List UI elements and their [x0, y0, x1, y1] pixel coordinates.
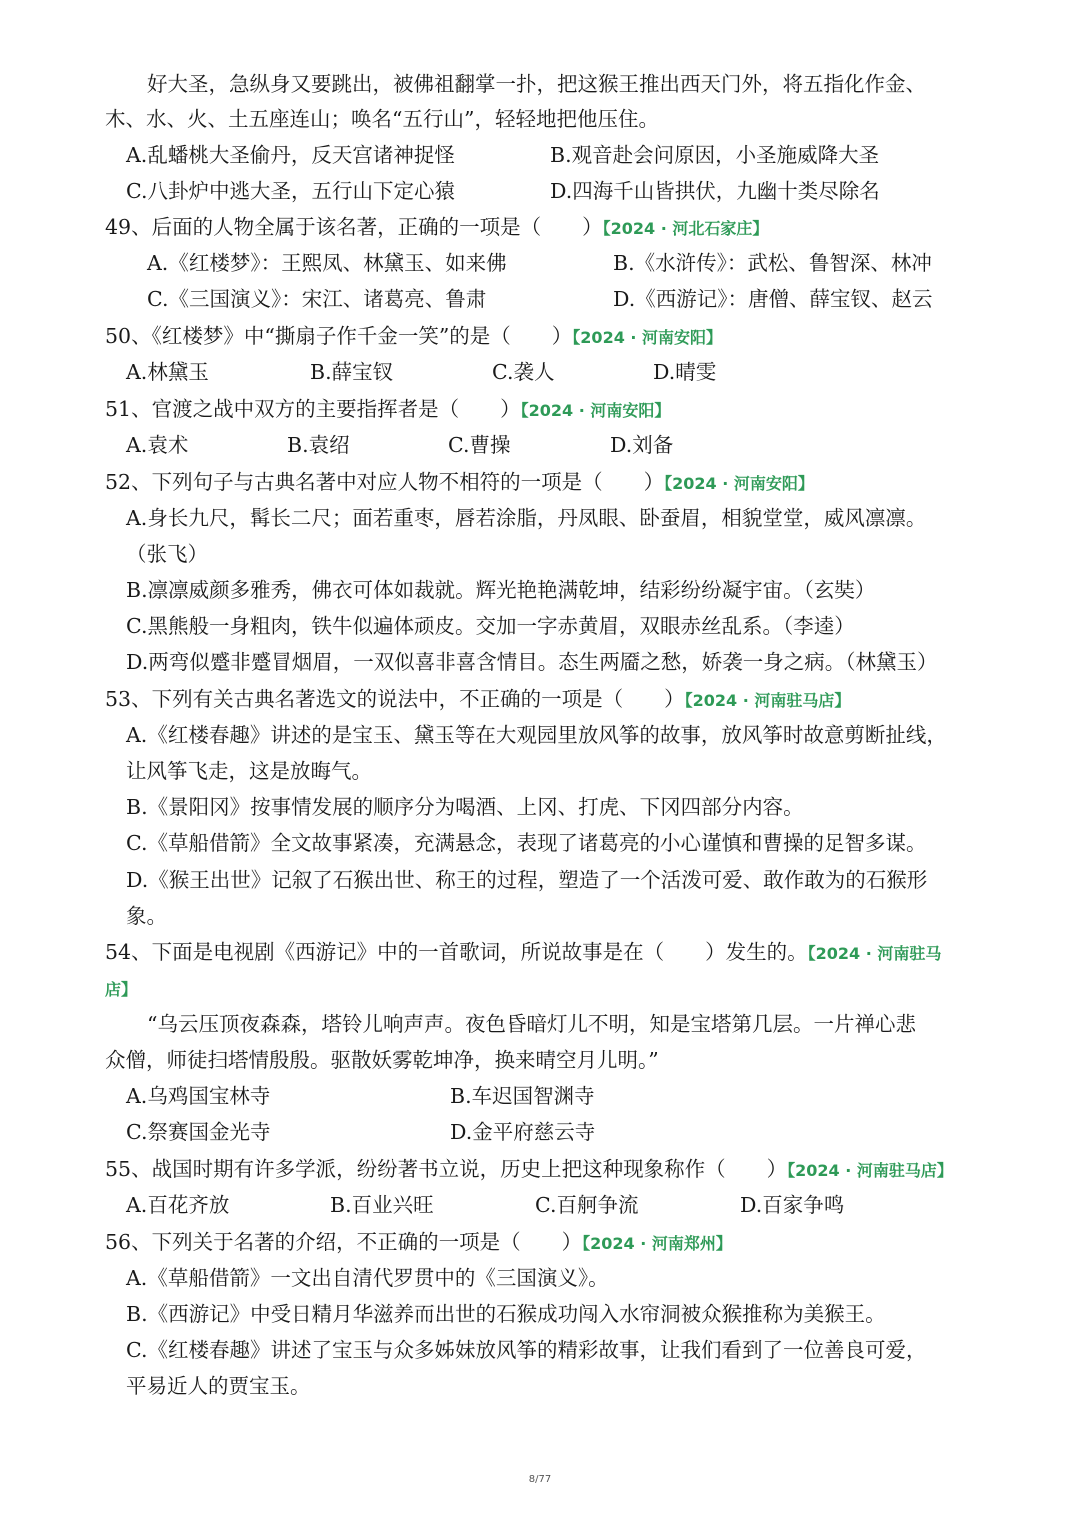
line-text: A.乱蟠桃大圣偷丹，反天宫诸神捉怪	[126, 143, 455, 167]
line-text: C.《红楼春趣》讲述了宝玉与众多姊妹放风筝的精彩故事，让我们看到了一位善良可爱，	[126, 1338, 927, 1362]
line-text: D.金平府慈云寺	[450, 1120, 596, 1144]
text-line	[105, 1224, 732, 1260]
text-line	[126, 753, 372, 789]
line-text: C.袭人	[492, 360, 555, 384]
source-tag: 【2024 · 河南安阳】	[520, 401, 671, 420]
text-line	[613, 281, 932, 317]
line-text: 51、官渡之战中双方的主要指挥者是（ ）	[105, 397, 521, 421]
line-text: 55、战国时期有许多学派，纷纷著书立说，历史上把这种现象称作（ ）	[105, 1157, 788, 1181]
line-text: 平易近人的贾宝玉。	[126, 1374, 311, 1398]
source-tag: 【2024 · 河南驻马店】	[684, 691, 851, 710]
line-text: B.袁绍	[287, 433, 350, 457]
source-tag: 【2024 · 河北石家庄】	[602, 219, 769, 238]
text-line	[613, 245, 932, 281]
line-text: A.《红楼梦》：王熙凤、林黛玉、如来佛	[147, 251, 507, 275]
page-number: 8/77	[528, 1474, 552, 1485]
text-line	[310, 354, 393, 390]
text-line	[147, 1006, 916, 1042]
line-text: 好大圣，急纵身又要跳出，被佛祖翻掌一扑，把这猴王推出西天门外，将五指化作金、	[147, 72, 926, 96]
text-line	[105, 101, 659, 137]
text-line	[126, 1078, 270, 1114]
text-line	[126, 717, 947, 753]
text-line	[105, 391, 670, 427]
text-line	[105, 209, 768, 245]
line-text: B.《景阳冈》按事情发展的顺序分为喝酒、上冈、打虎、下冈四部分内容。	[126, 795, 804, 819]
text-line	[126, 500, 926, 536]
source-tag: 【2024 · 河南郑州】	[582, 1234, 732, 1253]
line-text: 52、下列句子与古典名著中对应人物不相符的一项是（ ）	[105, 470, 665, 494]
text-line	[105, 318, 722, 354]
text-line	[105, 970, 137, 1006]
line-text: A.《红楼春趣》讲述的是宝玉、黛玉等在大观园里放风筝的故事，放风筝时故意剪断扯线，	[126, 723, 947, 747]
line-text: 象。	[126, 904, 167, 928]
text-line	[126, 898, 167, 934]
text-line	[610, 427, 673, 463]
line-text: D.四海千山皆拱伏，九幽十类尽除名	[550, 179, 880, 203]
text-line	[126, 354, 209, 390]
line-text: D.刘备	[610, 433, 674, 457]
text-line	[147, 245, 507, 281]
text-line	[126, 427, 188, 463]
line-text: B.《西游记》中受日精月华滋养而出世的石猴成功闯入水帘洞被众猴推称为美猴王。	[126, 1302, 886, 1326]
text-line	[448, 427, 510, 463]
text-line	[550, 137, 879, 173]
text-line	[126, 572, 875, 608]
text-line	[147, 281, 486, 317]
text-line	[126, 1114, 270, 1150]
line-text: B.《水浒传》：武松、鲁智深、林冲	[613, 251, 932, 275]
text-line	[126, 862, 927, 898]
line-text: 53、下列有关古典名著选文的说法中，不正确的一项是（ ）	[105, 687, 685, 711]
line-text: 让风筝飞走，这是放晦气。	[126, 759, 372, 783]
line-text: D.《西游记》：唐僧、薛宝钗、赵云	[613, 287, 933, 311]
line-text: D.《猴王出世》记叙了石猴出世、称王的过程，塑造了一个活泼可爱、敢作敢为的石猴形	[126, 868, 928, 892]
text-line	[550, 173, 880, 209]
line-text: 众僧，师徒扫塔情殷殷。驱散妖雾乾坤净，换来晴空月儿明。”	[105, 1048, 659, 1072]
text-line	[126, 1332, 926, 1368]
line-text: B.薛宝钗	[310, 360, 394, 384]
text-line	[126, 536, 208, 572]
line-text: D.两弯似蹙非蹙冒烟眉，一双似喜非喜含情目。态生两靥之愁，娇袭一身之病。（林黛玉）	[126, 650, 938, 674]
text-line	[492, 354, 554, 390]
text-line	[105, 1151, 953, 1187]
line-text: B.百业兴旺	[330, 1193, 434, 1217]
source-tag: 【2024 · 河南驻马	[807, 944, 942, 963]
text-line	[126, 825, 926, 861]
line-text: D.百家争鸣	[740, 1193, 845, 1217]
text-line	[105, 1042, 659, 1078]
line-text: 56、下列关于名著的介绍，不正确的一项是（ ）	[105, 1230, 583, 1254]
line-text: 木、水、火、土五座连山；唤名“五行山”，轻轻地把他压住。	[105, 107, 659, 131]
text-line	[287, 427, 350, 463]
text-line	[126, 608, 855, 644]
text-line	[450, 1078, 595, 1114]
line-text: 50、《红楼梦》中“撕扇子作千金一笑”的是（ ）	[105, 324, 573, 348]
line-text: B.观音赴会问原因，小圣施威降大圣	[550, 143, 880, 167]
line-text: C.八卦炉中逃大圣，五行山下定心猿	[126, 179, 455, 203]
line-text: C.曹操	[448, 433, 511, 457]
line-text: B.凛凛威颜多雅秀，佛衣可体如裁就。辉光艳艳满乾坤，结彩纷纷凝宇宙。（玄奘）	[126, 578, 876, 602]
line-text: （张飞）	[126, 542, 208, 566]
text-line	[126, 1296, 886, 1332]
source-tag: 店】	[105, 980, 138, 999]
line-text: C.《三国演义》：宋江、诸葛亮、鲁肃	[147, 287, 487, 311]
text-line	[740, 1187, 844, 1223]
line-text: C.《草船借箭》全文故事紧凑，充满悬念，表现了诸葛亮的小心谨慎和曹操的足智多谋。	[126, 831, 927, 855]
text-line	[126, 1368, 311, 1404]
line-text: 49、后面的人物全属于该名著，正确的一项是（ ）	[105, 215, 603, 239]
text-line	[126, 1187, 229, 1223]
source-tag: 【2024 · 河南驻马店】	[787, 1161, 953, 1180]
line-text: A.《草船借箭》一文出自清代罗贯中的《三国演义》。	[126, 1266, 609, 1290]
text-line	[105, 464, 814, 500]
line-text: A.林黛玉	[126, 360, 209, 384]
source-tag: 【2024 · 河南安阳】	[664, 474, 814, 493]
text-line	[126, 137, 455, 173]
text-line	[535, 1187, 638, 1223]
text-line	[330, 1187, 434, 1223]
line-text: C.黑熊般一身粗肉，铁牛似遍体顽皮。交加一字赤黄眉，双眼赤丝乱系。（李逵）	[126, 614, 855, 638]
text-line	[105, 934, 941, 970]
text-line	[147, 66, 926, 102]
line-text: 54、下面是电视剧《西游记》中的一首歌词，所说故事是在（ ）发生的。	[105, 940, 808, 964]
text-line	[105, 681, 850, 717]
text-line	[126, 789, 804, 825]
line-text: D.晴雯	[653, 360, 717, 384]
line-text: A.身长九尺，髯长二尺；面若重枣，唇若涂脂，丹凤眼、卧蚕眉，相貌堂堂，威风凛凛。	[126, 506, 927, 530]
line-text: B.车迟国智渊寺	[450, 1084, 595, 1108]
text-line	[653, 354, 716, 390]
text-line	[126, 644, 937, 680]
line-text: A.乌鸡国宝林寺	[126, 1084, 271, 1108]
text-line	[450, 1114, 595, 1150]
line-text: “乌云压顶夜森森，塔铃儿响声声。夜色昏暗灯儿不明，知是宝塔第几层。一片禅心悲	[147, 1012, 916, 1036]
text-line	[126, 173, 455, 209]
source-tag: 【2024 · 河南安阳】	[572, 328, 723, 347]
line-text: A.袁术	[126, 433, 189, 457]
line-text: C.百舸争流	[535, 1193, 639, 1217]
line-text: A.百花齐放	[126, 1193, 230, 1217]
line-text: C.祭赛国金光寺	[126, 1120, 271, 1144]
text-line	[126, 1260, 609, 1296]
